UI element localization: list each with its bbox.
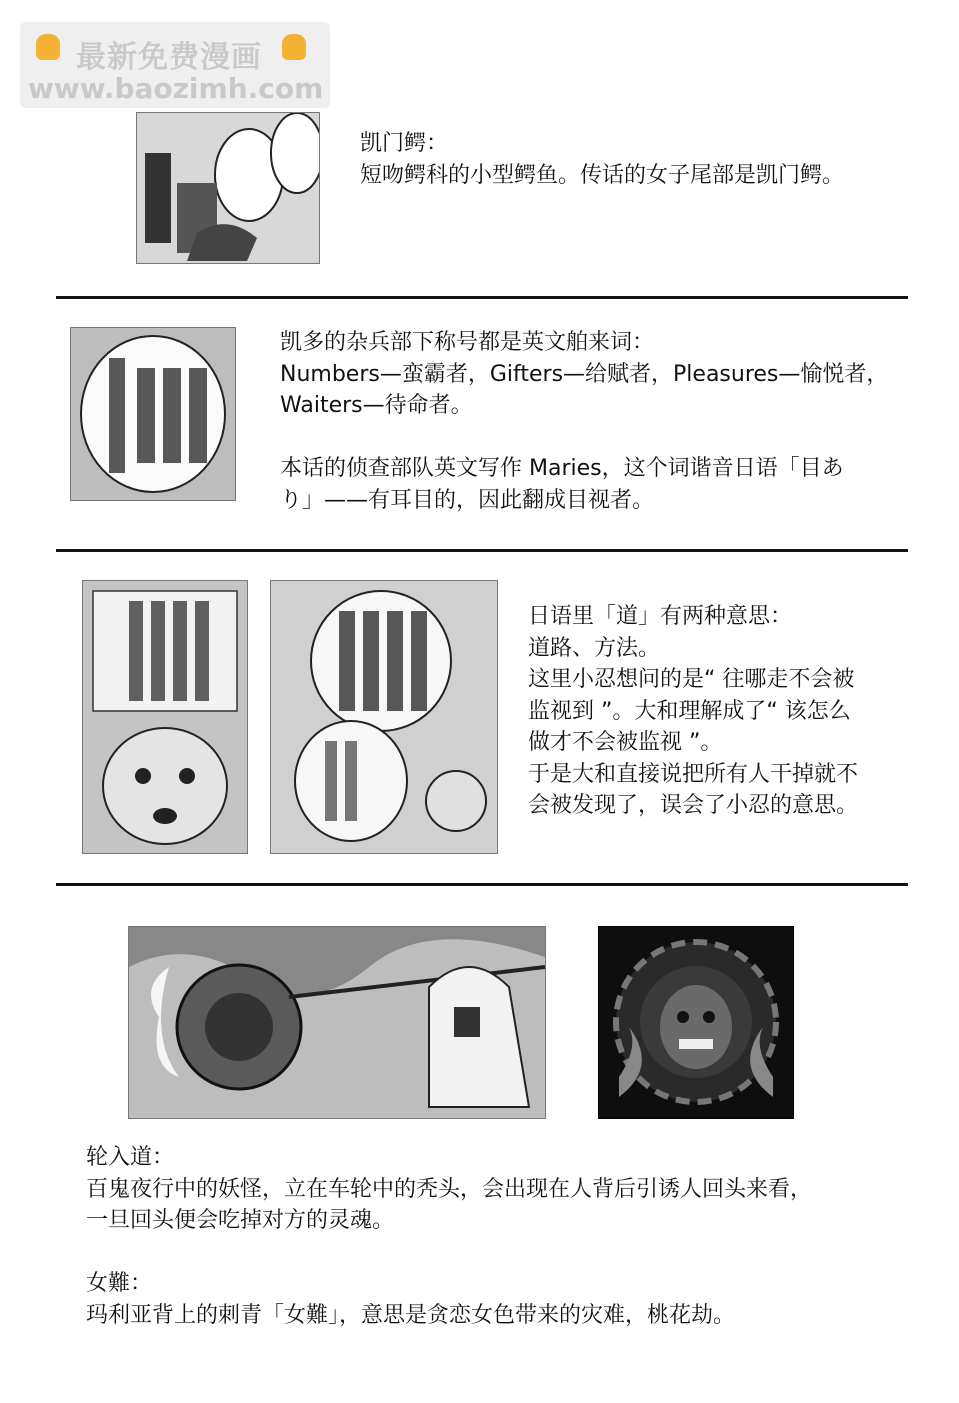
pointing-hand-icon — [36, 34, 60, 60]
nyonan-heading: 女難： — [86, 1271, 153, 1296]
manga-panel-maries-art — [71, 328, 235, 500]
wanyudo-illustration-art — [599, 927, 793, 1118]
manga-panel-wanyudo-art — [129, 927, 545, 1118]
maries-heading: 凯多的杂兵部下称号都是英文舶来词： — [280, 330, 655, 355]
section-divider — [56, 296, 908, 299]
section-wanyudo-text — [86, 1142, 812, 1331]
wanyudo-body-line1: 百鬼夜行中的妖怪，立在车轮中的秃头，会出现在人背后引诱人回头来看， — [86, 1176, 813, 1202]
manga-panel-caiman-art — [137, 113, 319, 263]
maries-para2-line2: り」——有耳目的，因此翻成目视者。 — [280, 487, 655, 513]
section-maries-text — [280, 327, 888, 516]
michi-line4: 监视到 ”。大和理解成了“ 该怎么 — [528, 698, 851, 724]
manga-panel-shinobu — [82, 580, 248, 854]
watermark-url: www.baozimh.com — [28, 72, 324, 105]
michi-line2: 道路、方法。 — [528, 635, 661, 661]
manga-panel-shinobu-art — [83, 581, 247, 853]
wanyudo-body-line2: 一旦回头便会吃掉对方的灵魂。 — [86, 1208, 395, 1233]
michi-line5: 做才不会被监视 ”。 — [528, 730, 723, 755]
section-divider — [56, 883, 908, 886]
manga-panel-wanyudo — [128, 926, 546, 1119]
section-michi-text — [528, 601, 858, 822]
manga-panel-caiman — [136, 112, 320, 264]
section-divider — [56, 549, 908, 552]
manga-panel-maries — [70, 327, 236, 501]
manga-panel-yamato-art — [271, 581, 497, 853]
maries-line3: Waiters—待命者。 — [280, 393, 473, 418]
michi-line7: 会被发现了，误会了小忍的意思。 — [528, 793, 859, 818]
michi-line3: 这里小忍想问的是“ 往哪走不会被 — [528, 667, 855, 692]
michi-line1: 日语里「道」有两种意思： — [528, 604, 793, 629]
pointing-hand-icon — [282, 34, 306, 60]
caiman-body: 短吻鳄科的小型鳄鱼。传话的女子尾部是凯门鳄。 — [360, 162, 845, 188]
nyonan-body: 玛利亚背上的刺青「女難」，意思是贪恋女色带来的灾难，桃花劫。 — [86, 1302, 736, 1328]
wanyudo-illustration — [598, 926, 794, 1119]
watermark-title: 最新免费漫画 — [76, 40, 262, 75]
maries-para2-line1: 本话的侦查部队英文写作 Maries，这个词谐音日语「目あ — [280, 456, 844, 481]
maries-line2: Numbers—蛮霸者，Gifters—给赋者，Pleasures—愉悦者， — [280, 361, 889, 387]
michi-line6: 于是大和直接说把所有人干掉就不 — [528, 761, 859, 787]
section-caiman-text — [360, 128, 844, 191]
manga-panel-yamato — [270, 580, 498, 854]
wanyudo-heading: 轮入道： — [86, 1145, 175, 1170]
caiman-heading: 凯门鳄： — [360, 131, 449, 156]
